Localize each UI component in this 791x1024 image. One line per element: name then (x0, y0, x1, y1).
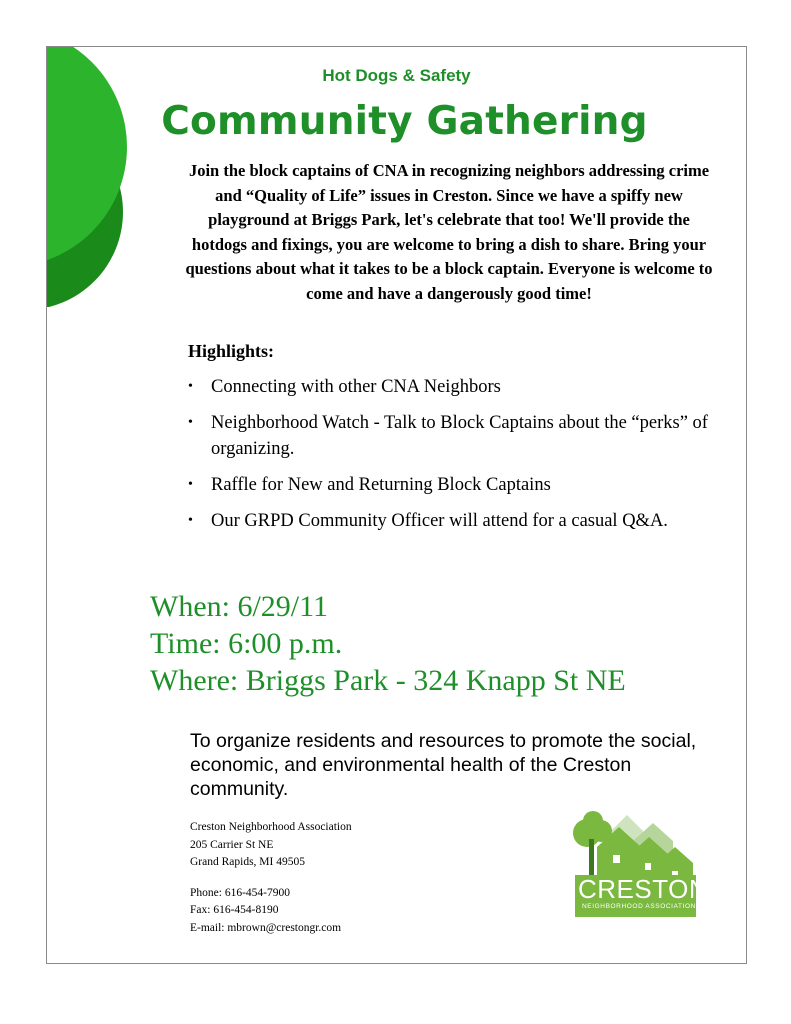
list-item (188, 472, 718, 498)
fax-number: Fax: 616-454-8190 (190, 904, 279, 916)
email-address: E-mail: mbrown@crestongr.com (190, 921, 342, 934)
phone-number: Phone: 616-454-7900 (190, 886, 290, 899)
bullet-icon: • (188, 415, 193, 430)
highlights-heading: Highlights: (188, 341, 275, 361)
event-location: Where: Briggs Park - 324 Knapp St NE (150, 664, 626, 697)
bullet-icon: • (188, 513, 193, 528)
logo-tagline: NEIGHBORHOOD ASSOCIATION (582, 903, 696, 910)
event-date: When: 6/29/11 (150, 590, 329, 623)
event-details (150, 588, 626, 699)
highlight-text: Our GRPD Community Officer will attend for a casual Q&A. (211, 511, 668, 531)
highlight-text: Raffle for New and Returning Block Captains (211, 475, 551, 495)
green-circles-decoration (47, 47, 147, 307)
event-time: Time: 6:00 p.m. (150, 627, 343, 660)
flyer-page (46, 46, 747, 964)
bullet-icon: • (188, 477, 193, 492)
contact-block (190, 819, 352, 937)
event-subtitle: Hot Dogs & Safety (322, 66, 471, 85)
list-item (188, 410, 718, 462)
mission-statement: To organize residents and resources to promote the social, economic, and environmental health of the Creston community. (190, 730, 697, 800)
logo-name: CRESTON (578, 874, 709, 904)
address-line-2: Grand Rapids, MI 49505 (190, 856, 305, 868)
list-item (188, 508, 718, 534)
address-line-1: 205 Carrier St NE (190, 838, 274, 851)
org-name: Creston Neighborhood Association (190, 821, 352, 833)
bullet-icon: • (188, 379, 193, 394)
list-item (188, 374, 718, 400)
highlight-text: Connecting with other CNA Neighbors (211, 377, 501, 397)
event-description: Join the block captains of CNA in recognizing neighbors addressing crime and “Quality of Life” issues in Creston. Since we have a spiffy new playground at Briggs Park, let's celebrate that too! We'll provide the hotdogs and fixings, you are welcome to bring a dish to share. Bring your questions about what it takes to be a block captain. Everyone is welcome to come and have a dangerously good time! (185, 161, 713, 303)
highlights-list (188, 374, 718, 544)
highlight-text: Neighborhood Watch - Talk to Block Captains about the “perks” of organizing. (211, 413, 708, 459)
event-title: Community Gathering (161, 99, 648, 144)
